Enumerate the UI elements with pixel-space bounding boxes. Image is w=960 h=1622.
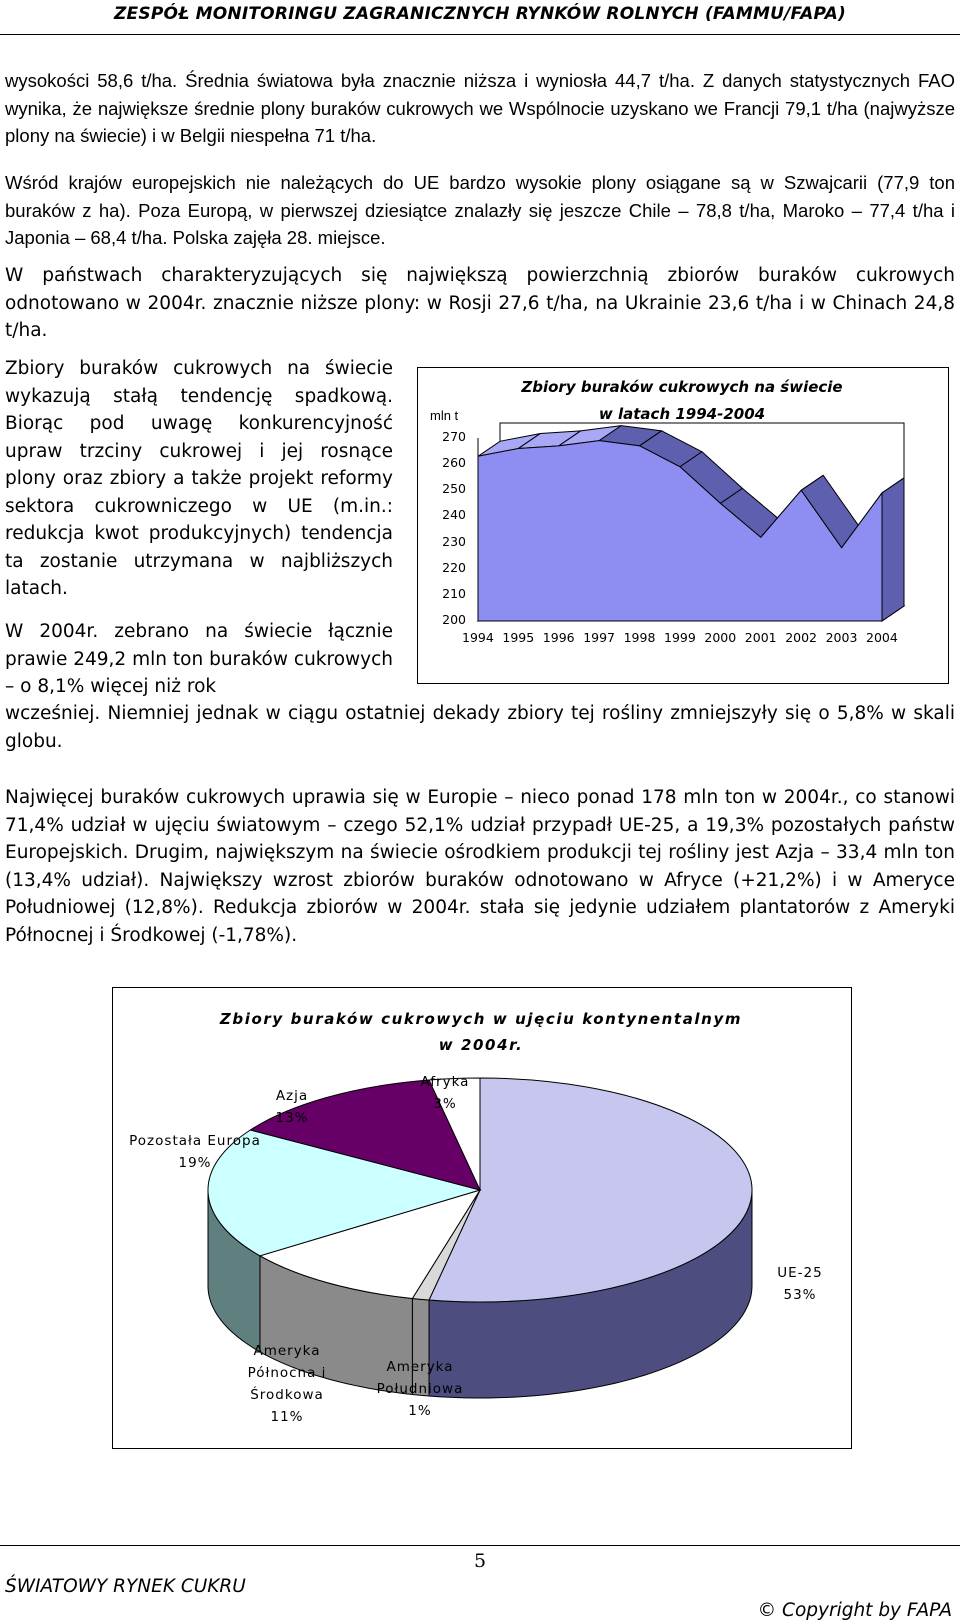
pie-label-am-pld-value: 1% (408, 1403, 432, 1419)
pie-label-ue25 (760, 1262, 840, 1306)
pie-label-ameryka-polnocna (232, 1340, 342, 1428)
paragraph-2: Wśród krajów europejskich nie należących do UE bardzo wysokie plony osiągane są w Szwajcarii (77,9 ton buraków z ha). Poza Europą, w pierwszej dziesiątce znalazły się jeszcze Chile – 78,8 t/ha, Maroko – 77,4 t/ha i Japonia – 68,4 t/ha. Polska zajęła 28. miejsce. (5, 172, 955, 248)
pie-label-poz-eur-name: Pozostała Europa (129, 1133, 261, 1149)
area-chart-x-tick-2003: 2003 (825, 630, 858, 645)
area-chart-y-tick-260: 260 (442, 455, 466, 471)
pie-label-afryka-name: Afryka (420, 1074, 470, 1090)
pie-label-am-pln-line2: Północna i (247, 1365, 327, 1381)
pie-label-afryka (405, 1071, 485, 1115)
pie-label-azja (262, 1085, 322, 1129)
paragraph-1: wysokości 58,6 t/ha. Średnia światowa była znacznie niższa i wyniosła 44,7 t/ha. Z danych statystycznych FAO wynika, że największe średnie plony buraków cukrowych we Wspólnocie uzyskano we Francji 79,1 t/ha (najwyższe plony na świecie) i w Belgii niespełna 71 t/ha. (5, 70, 955, 146)
area-chart-title-line2: w latach 1994-2004 (598, 405, 766, 423)
area-chart-y-tick-220: 220 (442, 559, 466, 575)
footer-divider (0, 1545, 960, 1546)
paragraph-6: Najwięcej buraków cukrowych uprawia się w Europie – nieco ponad 178 mln ton w 2004r., co stanowi 71,4% udział w ujęciu światowym – czego 52,1% udział przypadł UE-25, a 19,3% pozostałych państw Europejskich. Drugim, największym na świecie ośrodkiem produkcji tej rośliny jest Azja – 33,4 mln ton (13,4% udział). Największy wzrost zbiorów buraków odnotowano w Afryce (+21,2%) i w Ameryce Południowej (12,8%). Redukcja zbiorów w 2004r. stała się jedynie udziałem plantatorów z Ameryki Północnej i Środkowej (-1,78%). (5, 787, 955, 946)
footer-copyright: © Copyright by FAPA (757, 1600, 952, 1621)
area-chart-y-tick-210: 210 (442, 585, 466, 601)
paragraph-5-side: W 2004r. zebrano na świecie łącznie prawie 249,2 mln ton buraków cukrowych – o 8,1% więcej niż rok (5, 621, 393, 697)
area-chart-x-tick-1995: 1995 (502, 630, 535, 645)
area-chart-title-line1: Zbiory buraków cukrowych na świecie (521, 378, 843, 396)
pie-chart-title-line1: Zbiory buraków cukrowych w ujęciu kontynentalnym (219, 1010, 743, 1028)
area-chart-x-tick-1994: 1994 (462, 630, 494, 645)
area-chart-y-tick-200: 200 (442, 612, 466, 627)
area-chart-x-tick-2004: 2004 (866, 630, 898, 645)
pie-label-pozostala-europa (115, 1130, 275, 1174)
pie-label-am-pld-line1: Ameryka (386, 1359, 454, 1375)
area-chart-x-tick-2001: 2001 (744, 630, 777, 645)
page-header: ZESPÓŁ MONITORINGU ZAGRANICZNYCH RYNKÓW ROLNYCH (FAMMU/FAPA) (114, 4, 846, 24)
area-chart-y-tick-250: 250 (442, 481, 466, 497)
paragraph-3: W państwach charakteryzujących się największą powierzchnią zbiorów buraków cukrowych odnotowano w 2004r. znacznie niższe plony: w Rosji 27,6 t/ha, na Ukrainie 23,6 t/ha i w Chinach 24,8 t/ha. (5, 265, 955, 341)
pie-label-azja-value: 13% (275, 1110, 309, 1126)
pie-label-ameryka-poludniowa (365, 1356, 475, 1422)
pie-label-am-pln-value: 11% (270, 1409, 304, 1425)
page-number: 5 (473, 1550, 487, 1572)
pie-chart-title-line2: w 2004r. (438, 1036, 524, 1054)
pie-label-poz-eur-value: 19% (178, 1155, 212, 1171)
paragraph-5-continued: wcześniej. Niemniej jednak w ciągu ostatniej dekady zbiory tej rośliny zmniejszyły się o 5,8% w skali globu. (5, 703, 955, 752)
pie-label-am-pld-line2: Południowa (376, 1381, 464, 1397)
area-chart-y-tick-270: 270 (442, 429, 466, 444)
pie-label-am-pln-line1: Ameryka (253, 1343, 321, 1359)
area-chart-x-tick-1997: 1997 (583, 630, 615, 645)
pie-label-azja-name: Azja (275, 1088, 309, 1104)
area-chart-x-tick-1999: 1999 (664, 630, 696, 645)
pie-label-afryka-value: 3% (433, 1096, 457, 1112)
footer-section-title: ŚWIATOWY RYNEK CUKRU (5, 1576, 246, 1597)
pie-label-ue25-value: 53% (783, 1287, 817, 1303)
area-chart-x-tick-2002: 2002 (785, 630, 817, 645)
area-chart-y-tick-230: 230 (442, 533, 466, 549)
area-chart-x-tick-1998: 1998 (623, 630, 656, 645)
area-chart-y-unit: mln t (430, 408, 459, 423)
area-chart-x-tick-1996: 1996 (542, 630, 575, 645)
area-chart-x-tick-2000: 2000 (704, 630, 737, 645)
paragraph-4: Zbiory buraków cukrowych na świecie wykazują stałą tendencję spadkową. Biorąc pod uwagę konkurencyjność upraw trzciny cukrowej i jej rosnące plony oraz zbiory a także projekt reformy sektora cukrowniczego w UE (m.in.: redukcja kwot produkcyjnych) tendencja ta zostanie utrzymana w najbliższych latach. (5, 358, 393, 599)
area-chart-y-tick-240: 240 (442, 507, 466, 523)
pie-label-am-pln-line3: Środkowa (250, 1387, 324, 1403)
pie-label-ue25-name: UE-25 (777, 1265, 823, 1281)
